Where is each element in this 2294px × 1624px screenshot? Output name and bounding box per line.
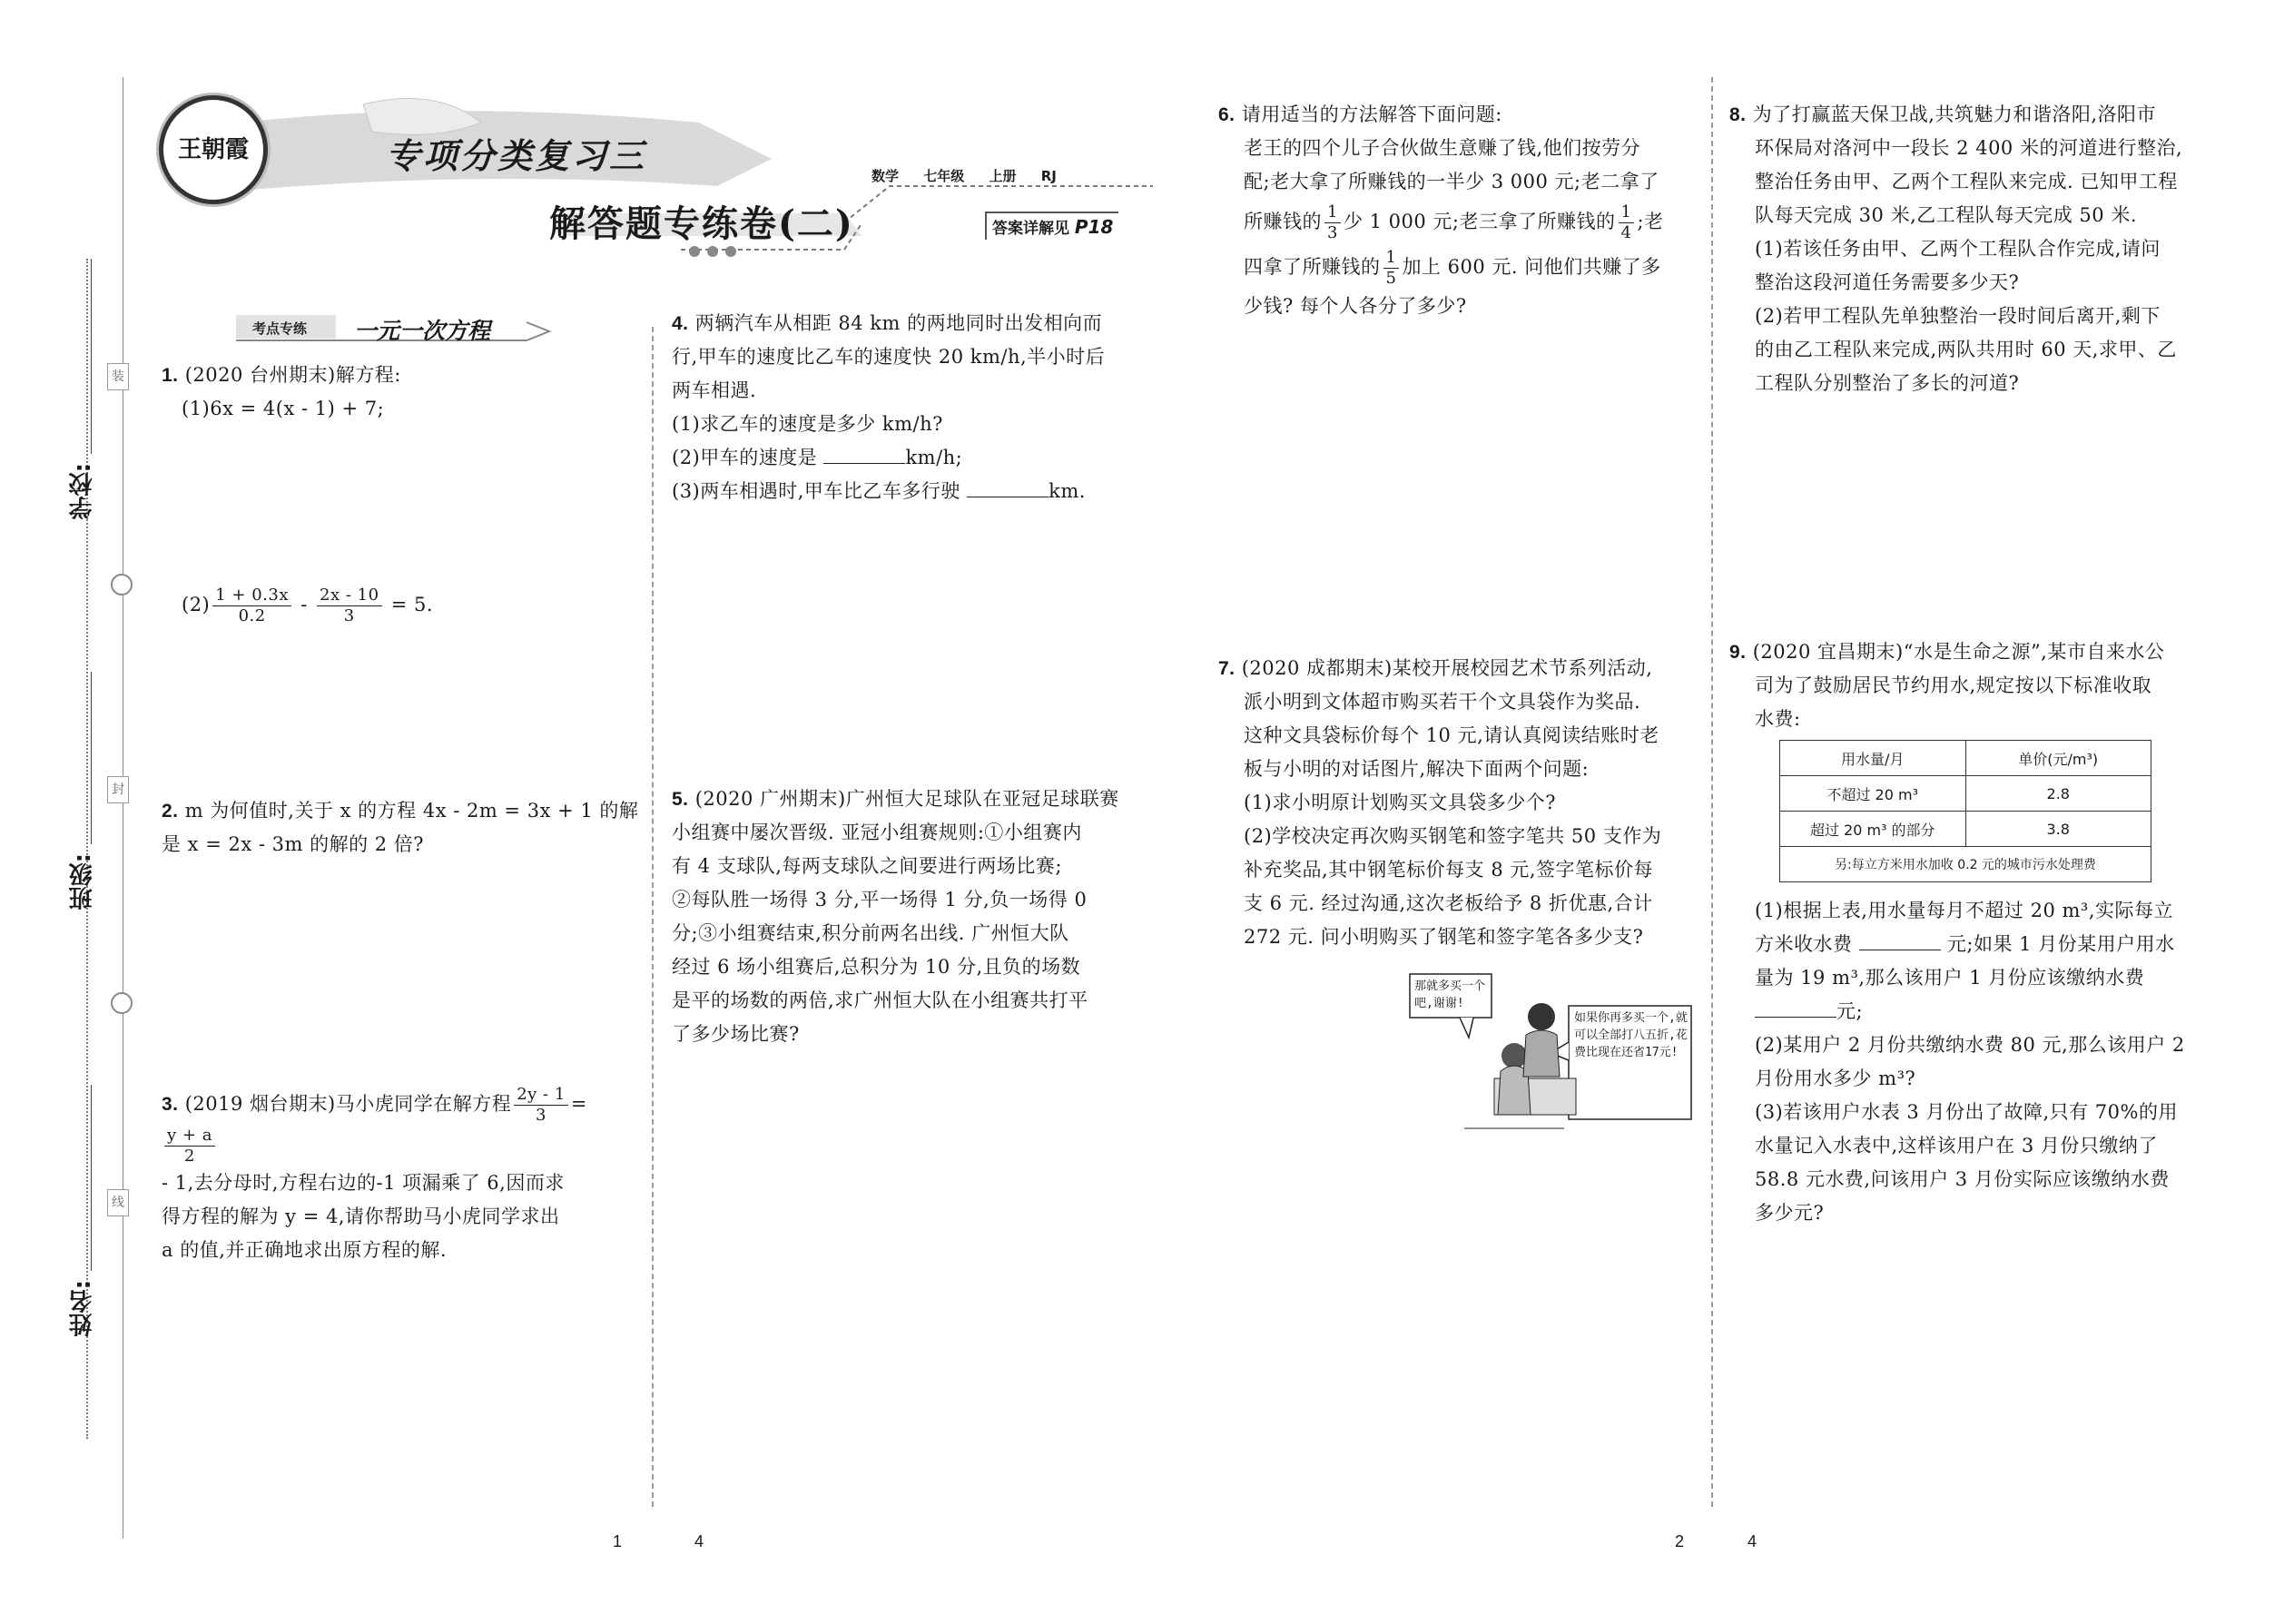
- table-row: [1780, 847, 2151, 882]
- question-text: 老王的四个儿子合伙做生意赚了钱,他们按劳分: [1244, 137, 1641, 159]
- answer-blank[interactable]: [967, 478, 1049, 497]
- answer-blank[interactable]: [1755, 999, 1836, 1018]
- question-text: 272 元. 问小明购买了钢笔和签字笔各多少支?: [1244, 926, 1644, 948]
- binding-mark-1: 装: [107, 363, 129, 390]
- name-field-line: [91, 1085, 92, 1271]
- binding-mark-3: 线: [107, 1189, 129, 1216]
- dialogue-illustration: [1405, 969, 1696, 1133]
- table-header: 单价(元/m³): [1965, 741, 2151, 776]
- section-label: 考点专练: [252, 320, 308, 337]
- question-4: [672, 307, 1153, 508]
- question-number: 2.: [162, 801, 179, 822]
- question-7: [1218, 652, 1699, 954]
- punch-hole-icon: [111, 574, 133, 595]
- question-source: (2020 台州期末): [184, 364, 336, 386]
- question-text: 工程队分别整治了多长的河道?: [1755, 372, 2020, 394]
- punch-hole-icon: [111, 992, 133, 1014]
- question-text: 补充奖品,其中钢笔标价每支 8 元,签字笔标价每: [1244, 859, 1654, 881]
- question-text: 这种文具袋标价每个 10 元,请认真阅读结账时老: [1244, 724, 1659, 746]
- answer-ref: [985, 212, 1118, 240]
- question-text: (2020 广州期末)广州恒大足球队在亚冠足球联赛: [694, 788, 1119, 810]
- question-text: ;老: [1637, 211, 1664, 232]
- answer-blank[interactable]: [1859, 931, 1941, 950]
- question-text: 解方程:: [335, 364, 401, 386]
- question-text: (2020 成都期末)某校开展校园艺术节系列活动,: [1241, 657, 1653, 679]
- name-label: 姓名:: [69, 1280, 96, 1337]
- question-9-parts: [1755, 894, 2200, 1230]
- binding-mark-2: 封: [107, 776, 129, 803]
- header: [136, 68, 1162, 277]
- subject-tags: [871, 166, 1057, 185]
- question-text: 水量记入水表中,这样该用户在 3 月份只缴纳了: [1755, 1135, 2158, 1156]
- question-text: (2020 宜昌期末)“水是生命之源”,某市自来水公: [1752, 641, 2165, 663]
- question-text: 环保局对洛河中一段长 2 400 米的河道进行整治,: [1755, 137, 2183, 159]
- question-1: [162, 359, 634, 426]
- unit: km.: [1049, 480, 1086, 502]
- unit: km/h;: [905, 447, 963, 468]
- question-text: 得方程的解为 y = 4,请你帮助马小虎同学求出: [162, 1206, 560, 1227]
- section-title: 一元一次方程: [354, 318, 491, 344]
- question-text: 58.8 元水费,问该用户 3 月份实际应该缴纳水费: [1755, 1168, 2170, 1190]
- question-text: ②每队胜一场得 3 分,平一场得 1 分,负一场得 0: [672, 889, 1088, 910]
- question-text: 多少元?: [1755, 1202, 1825, 1224]
- table-cell: 超过 20 m³ 的部分: [1780, 812, 1966, 847]
- question-text: 为了打赢蓝天保卫战,共筑魅力和谐洛阳,洛阳市: [1752, 103, 2157, 125]
- school-label: 学校:: [69, 463, 96, 520]
- water-rate-table: [1779, 740, 2151, 882]
- question-text: - 1,去分母时,方程右边的-1 项漏乘了 6,因而求: [162, 1172, 565, 1194]
- page-number: 1: [613, 1532, 623, 1550]
- question-text: 四拿了所赚钱的: [1244, 256, 1381, 278]
- question-text: 支 6 元. 经过沟通,这次老板给予 8 折优惠,合计: [1244, 892, 1653, 914]
- question-text: m 为何值时,关于 x 的方程 4x - 2m = 3x + 1 的解: [184, 800, 639, 822]
- question-text: (2)学校决定再次购买钢笔和签字笔共 50 支作为: [1244, 825, 1662, 847]
- question-text: 加上 600 元. 问他们共赚了多: [1402, 256, 1661, 278]
- question-text: 方米收水费: [1755, 933, 1853, 955]
- question-text: 两辆汽车从相距 84 km 的两地同时出发相向而: [694, 312, 1103, 334]
- column-divider: [1711, 77, 1713, 1507]
- table-cell: 不超过 20 m³: [1780, 776, 1966, 812]
- answer-ref-page: P18: [1074, 216, 1114, 238]
- question-text: 水费:: [1755, 708, 1801, 730]
- question-6: [1218, 98, 1699, 323]
- series-title: 专项分类复习三: [386, 136, 647, 176]
- question-text: 所赚钱的: [1244, 211, 1322, 232]
- question-part: (1)根据上表,用水量每月不超过 20 m³,实际每立: [1755, 900, 2173, 921]
- question-text: 行,甲车的速度比乙车的速度快 20 km/h,半小时后: [672, 346, 1106, 368]
- question-text: a 的值,并正确地求出原方程的解.: [162, 1239, 448, 1261]
- question-part: (3)若该用户水表 3 月份出了故障,只有 70%的用: [1755, 1101, 2178, 1123]
- question-text: (1)求小明原计划购买文具袋多少个?: [1244, 792, 1557, 813]
- table-cell: 2.8: [1965, 776, 2151, 812]
- question-text: 请用适当的方法解答下面问题:: [1241, 103, 1502, 125]
- question-text: 是 x = 2x - 3m 的解的 2 倍?: [162, 833, 425, 855]
- question-number: 8.: [1729, 104, 1747, 125]
- question-text: 整治这段河道任务需要多少天?: [1755, 271, 2020, 293]
- question-part: (1)6x = 4(x - 1) + 7;: [182, 398, 385, 419]
- question-number: 6.: [1218, 104, 1236, 125]
- question-text: 板与小明的对话图片,解决下面两个问题:: [1244, 758, 1590, 780]
- fraction: $\frac{2x - 10}{3}$: [317, 586, 382, 626]
- question-part: (3)两车相遇时,甲车比乙车多行驶: [672, 480, 960, 502]
- question-text: 有 4 支球队,每两支球队之间要进行两场比赛;: [672, 855, 1062, 877]
- question-text: 元;如果 1 月份某用户用水: [1946, 933, 2175, 955]
- question-text: 的由乙工程队来完成,两队共用时 60 天,求甲、乙: [1755, 339, 2177, 360]
- page-number: 4: [694, 1532, 704, 1550]
- section-tag: [236, 313, 554, 349]
- question-text: 分;③小组赛结束,积分前两名出线. 广州恒大队: [672, 922, 1069, 944]
- question-text: 两车相遇.: [672, 379, 757, 401]
- question-text: 少 1 000 元;老三拿了所赚钱的: [1343, 211, 1616, 232]
- question-text: 了多少场比赛?: [672, 1023, 800, 1045]
- question-number: 1.: [162, 365, 179, 386]
- equation-tail: = 5.: [390, 594, 434, 615]
- subject-tag: RJ: [1040, 168, 1057, 184]
- page-number: 2: [1675, 1532, 1685, 1550]
- subject-tag: 数学: [871, 168, 900, 184]
- table-row: [1780, 812, 2151, 847]
- question-text: (2019 烟台期末)马小虎同学在解方程: [184, 1093, 512, 1115]
- question-text: 整治任务由甲、乙两个工程队来完成. 已知甲工程: [1755, 171, 2178, 192]
- binding-margin: [0, 0, 127, 1624]
- operator: =: [570, 1093, 587, 1115]
- question-number: 4.: [672, 313, 689, 334]
- question-text: 配;老大拿了所赚钱的一半少 3 000 元;老二拿了: [1244, 171, 1659, 192]
- fraction: $\frac{1}{5}$: [1383, 248, 1400, 289]
- table-header-row: [1780, 741, 2151, 776]
- question-text: 队每天完成 30 米,乙工程队每天完成 50 米.: [1755, 204, 2137, 226]
- class-field-line: [91, 672, 92, 844]
- question-text: 是平的场数的两倍,求广州恒大队在小组赛共打平: [672, 989, 1088, 1011]
- question-text: 元;: [1836, 1000, 1864, 1022]
- question-2: [162, 794, 643, 861]
- fraction: $\frac{1}{3}$: [1324, 202, 1341, 243]
- main-title: 解答题专练卷(二): [549, 202, 854, 245]
- question-text: 派小明到文体超市购买若干个文具袋作为奖品.: [1244, 691, 1641, 713]
- question-text: 月份用水多少 m³?: [1755, 1068, 1916, 1089]
- page-number: 4: [1748, 1532, 1757, 1550]
- question-number: 5.: [672, 789, 689, 810]
- question-number: 7.: [1218, 658, 1236, 679]
- column-divider: [652, 327, 654, 1507]
- question-text: 司为了鼓励居民节约用水,规定按以下标准收取: [1755, 674, 2152, 696]
- question-1-part-2: [182, 586, 635, 626]
- school-field-line: [91, 259, 92, 454]
- subject-tag: 上册: [989, 168, 1017, 184]
- part-label: (2): [182, 594, 211, 615]
- table-cell: 3.8: [1965, 812, 2151, 847]
- question-part: (2)甲车的速度是: [672, 447, 818, 468]
- fraction: $\frac{1 + 0.3x}{0.2}$: [212, 586, 291, 626]
- table-header: 用水量/月: [1780, 741, 1966, 776]
- question-text: 小组赛中屡次晋级. 亚冠小组赛规则:①小组赛内: [672, 822, 1082, 843]
- question-3: [162, 1085, 643, 1267]
- speech-bubble-left: 那就多买一个吧,谢谢!: [1414, 979, 1486, 1010]
- question-part: (2)某用户 2 月份共缴纳水费 80 元,那么该用户 2: [1755, 1034, 2185, 1056]
- question-text: 量为 19 m³,那么该用户 1 月份应该缴纳水费: [1755, 967, 2145, 989]
- question-text: (2)若甲工程队先单独整治一段时间后离开,剩下: [1755, 305, 2161, 327]
- speech-bubble-right: 如果你再多买一个,就可以全部打八五折,花费比现在还省17元!: [1574, 1011, 1688, 1059]
- question-8: [1729, 98, 2201, 400]
- question-5: [672, 782, 1157, 1051]
- question-text: 少钱? 每个人各分了多少?: [1244, 295, 1467, 317]
- answer-ref-prefix: 答案详解见: [992, 220, 1069, 238]
- table-note: 另:每立方米用水加收 0.2 元的城市污水处理费: [1780, 847, 2151, 882]
- fraction: $\frac{1}{4}$: [1619, 202, 1635, 243]
- question-number: 3.: [162, 1094, 179, 1115]
- fraction: $\frac{y + a}{2}$: [164, 1126, 215, 1166]
- question-part: (1)求乙车的速度是多少 km/h?: [672, 413, 943, 435]
- publisher-logo-icon: 王朝霞: [159, 95, 268, 204]
- question-text: (1)若该任务由甲、乙两个工程队合作完成,请问: [1755, 238, 2161, 260]
- question-text: 经过 6 场小组赛后,总积分为 10 分,且负的场数: [672, 956, 1081, 978]
- question-9: [1729, 635, 2201, 736]
- class-label: 班级:: [69, 853, 96, 910]
- table-row: [1780, 776, 2151, 812]
- answer-blank[interactable]: [823, 445, 905, 464]
- subject-tag: 七年级: [923, 168, 965, 184]
- fraction: $\frac{2y - 1}{3}$: [514, 1085, 568, 1126]
- question-number: 9.: [1729, 642, 1747, 663]
- operator: -: [300, 594, 308, 615]
